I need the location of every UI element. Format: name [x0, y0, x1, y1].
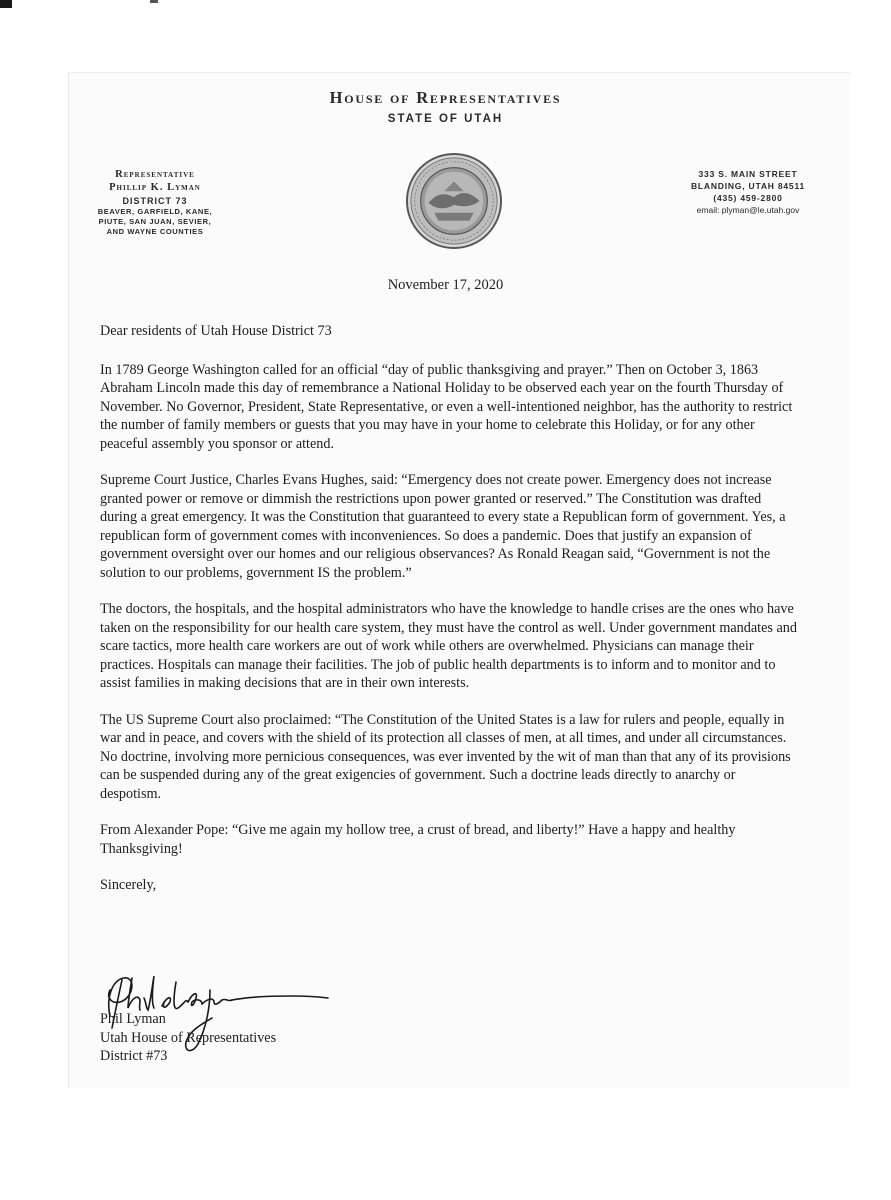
representative-counties-line: AND WAYNE COUNTIES [106, 227, 204, 236]
letterhead-title [0, 88, 891, 108]
closing: Sincerely, [100, 877, 157, 893]
letterhead-subtitle: STATE OF UTAH [387, 113, 504, 125]
greeting: Dear residents of Utah House District 73 [100, 323, 332, 339]
signer-district: District #73 [100, 1048, 168, 1064]
paragraph: Supreme Court Justice, Charles Evans Hughes, said: “Emergency does not create power. Emergency does not increase granted power or remove or dimmish the restrictions upon power granted or reserved.” The Constitution was drafted during a great emergency. It was the Constitution that guaranteed to every state a Republican form of government. Yes, a republican form of government comes with inconveniences. So does a pandemic. Does that justify an expansion of government oversight over our homes and our religious observances? As Ronald Reagan said, “Government is not the solution to our problems, government IS the problem.” [100, 472, 786, 581]
representative-title: Representative [115, 169, 195, 180]
letter-body [100, 322, 800, 913]
address-city: BLANDING, UTAH 84511 [690, 181, 806, 191]
address-street: 333 S. MAIN STREET [698, 169, 798, 179]
scan-edge-mark [0, 0, 12, 8]
signature-block [100, 1010, 400, 1066]
representative-counties-line: PIUTE, SAN JUAN, SEVIER, [98, 217, 212, 226]
signer-office: Utah House of Representatives [100, 1029, 277, 1046]
address-block [668, 168, 828, 216]
signer-name: Phil Lyman [100, 1011, 166, 1027]
paragraph: In 1789 George Washington called for an official “day of public thanksgiving and prayer.” Then on October 3, 1863 Abraham Lincoln made this day of remembrance a National Holiday to be observed each year on the fourth Thursday of November. No Governor, President, State Representative, or even a well-intentioned neighbor, has the authority to restrict the number of family members or guests that you may have in your home to celebrate this Holiday, or for any other peaceful assembly you sponsor or attend. [100, 361, 793, 452]
address-phone: (435) 459-2800 [713, 193, 783, 203]
paragraph: The doctors, the hospitals, and the hospital administrators who have the knowledge to handle crises are the ones who have taken on the responsibility for our health care system, they must have the control as well. Under government mandates and scare tactics, more health care workers are out of work while others are overwhelmed. Physicians can manage their practices. Hospitals can manage their facilities. The job of public health departments is to inform and to monitor and to assist families in making decisions that are in their own interests. [100, 601, 797, 691]
paragraph: From Alexander Pope: “Give me again my hollow tree, a crust of bread, and liberty!” Have a happy and healthy Thanksgiving! [100, 822, 736, 857]
address-email: email: plyman@le.utah.gov [696, 205, 800, 215]
representative-district: DISTRICT 73 [122, 196, 188, 206]
representative-name: Phillip K. Lyman [109, 182, 201, 193]
letterhead-title-text: House of Representatives [329, 88, 562, 107]
representative-counties-line: BEAVER, GARFIELD, KANE, [97, 207, 213, 216]
paragraph: The US Supreme Court also proclaimed: “The Constitution of the United States is a law for rulers and people, equally in war and in peace, and covers with the shield of its protection all classes of men, at all times, and under all circumstances. No doctrine, involving more pernicious consequences, was ever invented by the wit of man than that any of its provisions can be suspended during any of the great exigencies of government. Such a doctrine leads directly to anarchy or despotism. [100, 711, 791, 802]
representative-block [80, 168, 230, 237]
scan-edge-mark [150, 0, 158, 3]
state-seal-icon [405, 152, 503, 250]
letter-date: November 17, 2020 [387, 277, 504, 293]
